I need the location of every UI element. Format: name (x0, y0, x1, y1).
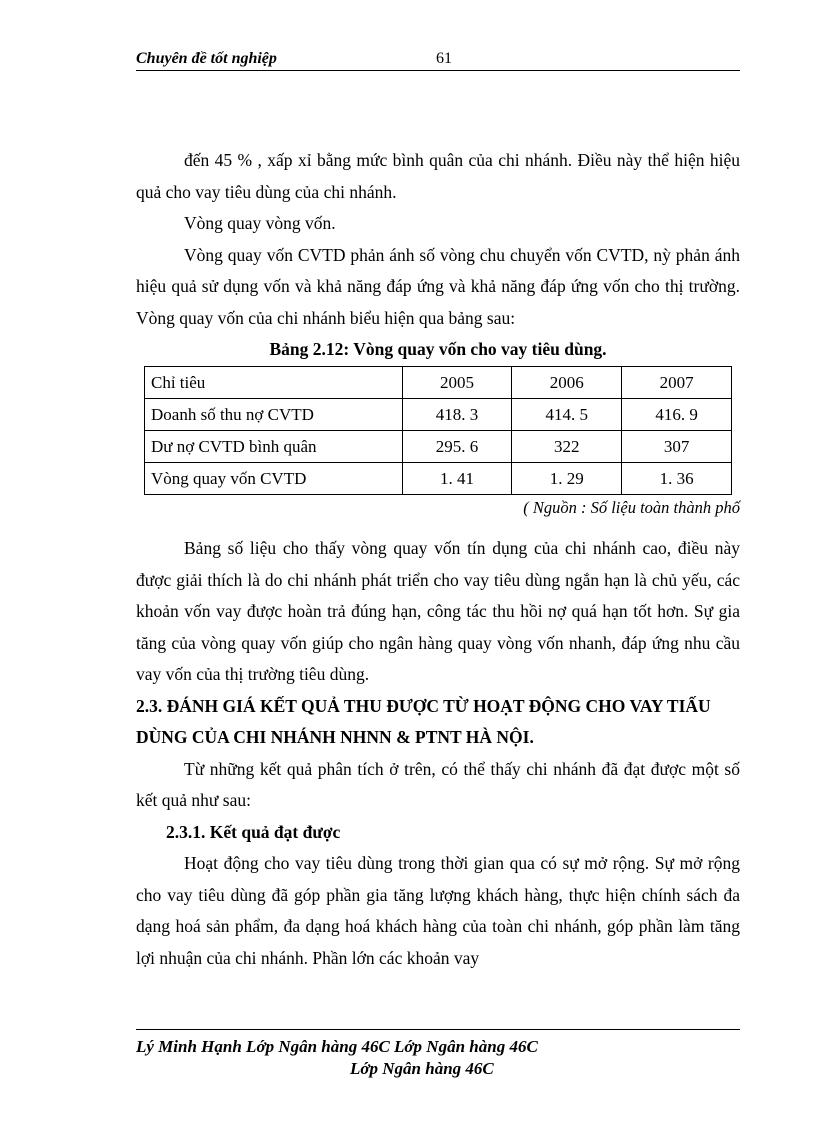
table-cell: 307 (622, 431, 732, 463)
page-header (136, 46, 740, 71)
table-header-row (145, 367, 732, 399)
paragraph: Vòng quay vòng vốn. (184, 213, 336, 233)
paragraph: Bảng số liệu cho thấy vòng quay vốn tín dụng của chi nhánh cao, điều này được giải thích là do chi nhánh phát triển cho vay tiêu dùng ngắn hạn là chủ yếu, các khoản vốn vay được hoàn trả đúng hạn, công tác thu hồi nợ quá hạn tốt hơn. Sự gia tăng của vòng quay vốn giúp cho ngân hàng quay vòng vốn nhanh, đáp ứng nhu cầu vay vốn của thị trường tiêu dùng. (136, 538, 740, 684)
table-header-cell: 2006 (512, 367, 622, 399)
table-row (145, 431, 732, 463)
table-row (145, 463, 732, 495)
table-header-cell: 2005 (402, 367, 512, 399)
page-number: 61 (436, 50, 452, 67)
table-cell: 295. 6 (402, 431, 512, 463)
table-row (145, 399, 732, 431)
paragraph: Vòng quay vốn CVTD phản ánh số vòng chu chuyển vốn CVTD, nỳ phản ánh hiệu quả sử dụng vốn và khả năng đáp ứng và khả năng đáp ứng vốn cho thị trường. Vòng quay vốn của chi nhánh biểu hiện qua bảng sau: (136, 244, 740, 328)
table-cell: Doanh số thu nợ CVTD (145, 399, 403, 431)
paragraph: đến 45 % , xấp xỉ bằng mức bình quân của chi nhánh. Điều này thể hiện hiệu quả cho vay tiêu dùng của chi nhánh. (136, 150, 740, 202)
table-cell: 1. 29 (512, 463, 622, 495)
document-title: Chuyên đề tốt nghiệp (136, 50, 277, 67)
page-content (136, 145, 740, 974)
capital-turnover-table (144, 366, 732, 495)
table-cell: 414. 5 (512, 399, 622, 431)
table-cell: Vòng quay vốn CVTD (145, 463, 403, 495)
footer-author-line: Lý Minh Hạnh Lớp Ngân hàng 46C Lớp Ngân hàng 46C (136, 1037, 538, 1056)
table-cell: 1. 41 (402, 463, 512, 495)
table-cell: Dư nợ CVTD bình quân (145, 431, 403, 463)
subsection-heading: 2.3.1. Kết quả đạt được (166, 821, 341, 842)
section-heading: 2.3. ĐÁNH GIÁ KẾT QUẢ THU ĐƯỢC TỪ HOẠT ĐỘNG CHO VAY TIẤU DÙNG CỦA CHI NHÁNH NHNN & PTNT HÀ NỘI. (136, 695, 711, 747)
table-cell: 416. 9 (622, 399, 732, 431)
table-cell: 1. 36 (622, 463, 732, 495)
table-title: Bảng 2.12: Vòng quay vốn cho vay tiêu dùng. (269, 339, 607, 359)
paragraph: Hoạt động cho vay tiêu dùng trong thời gian qua có sự mở rộng. Sự mở rộng cho vay tiêu dùng đã góp phần gia tăng lượng khách hàng, thực hiện chính sách đa dạng hoá sản phẩm, đa dạng hoá khách hàng của toàn chi nhánh, góp phần làm tăng lợi nhuận của chi nhánh. Phần lớn các khoản vay (136, 853, 740, 968)
table-header-cell: Chỉ tiêu (145, 367, 403, 399)
footer-class-line: Lớp Ngân hàng 46C (350, 1059, 494, 1078)
table-cell: 418. 3 (402, 399, 512, 431)
page-footer (136, 1029, 740, 1080)
table-source: ( Nguồn : Số liệu toàn thành phố (523, 498, 740, 517)
table-cell: 322 (512, 431, 622, 463)
paragraph: Từ những kết quả phân tích ở trên, có thể thấy chi nhánh đã đạt được một số kết quả như sau: (136, 758, 740, 810)
table-header-cell: 2007 (622, 367, 732, 399)
